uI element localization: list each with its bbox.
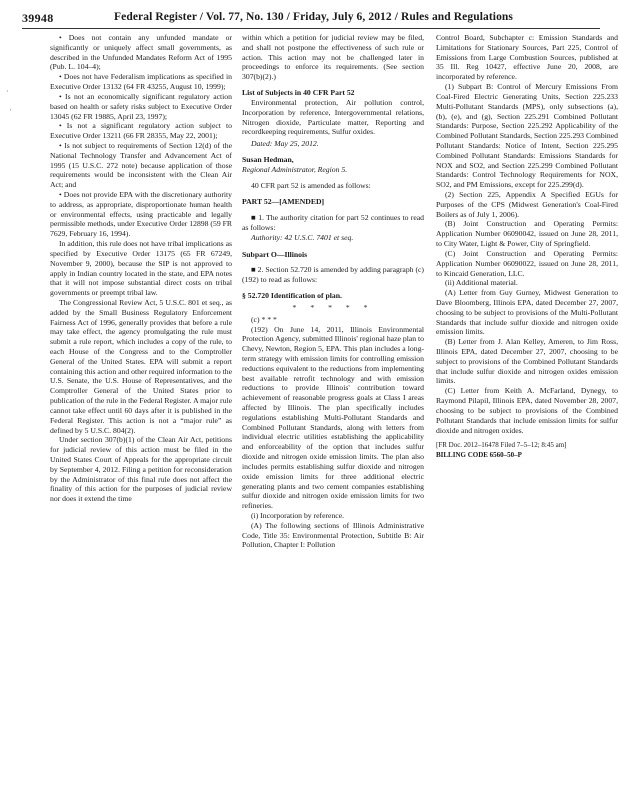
bullet-item: • Does not provide EPA with the discretionary authority to address, as appropriate, disproportionate human health or environmental effects, using practicable and legally permissible methods, under Executive Order 12898 (59 FR 7629, February 16, 1994). bbox=[50, 190, 232, 239]
paragraph: (B) Joint Construction and Operating Permits: Application Number 06090042, issued on June 28, 2011, to City Water, Light & Power, City of Springfield. bbox=[436, 219, 618, 249]
fr-doc-line: [FR Doc. 2012–16478 Filed 7–5–12; 8:45 am] bbox=[436, 441, 567, 450]
paragraph-marker: (c) * * * bbox=[251, 314, 277, 324]
section-heading: § 52.720 Identification of plan. bbox=[242, 291, 342, 301]
authority-citation: Authority: 42 U.S.C. 7401 et seq. bbox=[251, 232, 354, 242]
paragraph: (ii) Additional material. bbox=[445, 278, 518, 288]
signer-title: Regional Administrator, Region 5. bbox=[242, 164, 348, 174]
page-number: 39948 bbox=[22, 11, 54, 25]
paragraph: (192) On June 14, 2011, Illinois Environmental Protection Agency, submitted Illinois' regional haze plan to Chevy, Newton, Region 5, EPA. This plan includes a long-term strategy with emission limits for controlling emission reductions equivalent to the reductions from implementing best available retrofit technology and with emission reductions to provide Illinois' contribution toward achievement of reasonable progress goals at Class I areas affected by Illinois. The plan specifically includes regulations establishing Multi-Pollutant Standards and Combined Pollutant Standards, along with letters from individual electric utilities establishing the applicability and enforceability of the option that includes sulfur dioxide and nitrogen oxide emission limits. The plan also includes permits establishing sulfur dioxide and nitrogen oxide emission limits for three additional electric generating plants and two cement companies establishing sulfur dioxide and nitrogen oxide emission limits for two refineries. bbox=[242, 324, 424, 511]
amendment-instruction: ■ 1. The authority citation for part 52 continues to read as follows: bbox=[242, 213, 424, 232]
bullet-item: • Is not subject to requirements of Section 12(d) of the National Technology Transfer and Advancement Act of 1995 (15 U.S.C. 272 note) because application of those requirements would be inconsistent with the Clean Air Act; and bbox=[50, 140, 232, 190]
paragraph: (B) Letter from J. Alan Kelley, Ameren, to Jim Ross, Illinois EPA, dated December 27, 2007, choosing to be subject to provisions of the Combined Pollutant Standards that include sulfur dioxide and nitrogen oxides emission limits. bbox=[436, 337, 618, 386]
paragraph: (A) Letter from Guy Gurney, Midwest Generation to Dave Bloomberg, Illinois EPA, dated December 27, 2007, choosing to be subject to provisions of the Multi-Pollutant Standards that include sulfur dioxide and nitrogen oxide emission limits. bbox=[436, 288, 618, 337]
omission-stars: * * * * * bbox=[292, 302, 374, 312]
paragraph: (C) Joint Construction and Operating Permits: Application Number 06090022, issued on June 28, 2011, to Kincaid Generation, LLC. bbox=[436, 248, 618, 278]
scan-speck: ' bbox=[10, 108, 12, 116]
paragraph: Under section 307(b)(1) of the Clean Air Act, petitions for judicial review of this action must be filed in the United States Court of Appeals for the appropriate circuit by September 4, 2012. Filing a petition for reconsideration by the Administrator of this final rule does not affect the finality of this action for the purposes of judicial review nor does it extend the time bbox=[50, 435, 232, 504]
bullet-item: • Is not an economically significant regulatory action based on health or safety risks subject to Executive Order 13045 (62 FR 19885, April 23, 1997); bbox=[50, 91, 232, 121]
bullet-item: • Does not have Federalism implications as specified in Executive Order 13132 (64 FR 43255, August 10, 1999); bbox=[50, 72, 232, 92]
signer-name: Susan Hedman, bbox=[242, 154, 294, 164]
subjects-list: Environmental protection, Air pollution control, Incorporation by reference, Intergovernmental relations, Nitrogen dioxide, Particulate matter, Reporting and recordkeeping requirements, Sulfur oxides. bbox=[242, 97, 424, 137]
subpart-heading: Subpart O—Illinois bbox=[242, 249, 308, 259]
bullet-item: • Does not contain any unfunded mandate or significantly or uniquely affect small governments, as described in the Unfunded Mandates Reform Act of 1995 (Pub. L. 104–4); bbox=[50, 33, 232, 72]
column-1 bbox=[50, 33, 232, 504]
paragraph: (A) The following sections of Illinois Administrative Code, Title 35: Environmental Protection, Subtitle B: Air Pollution, Chapter I: Pollution bbox=[242, 520, 424, 550]
running-title: Federal Register / Vol. 77, No. 130 / Friday, July 6, 2012 / Rules and Regulations bbox=[114, 11, 514, 23]
paragraph: (1) Subpart B: Control of Mercury Emissions From Coal-Fired Electric Generating Units, Section 225.233 Multi-Pollutant Standards (MPS), only subsections (a), (b), (e), and (g), Section 225.291 Combined Pollutant Standards: Purpose, Section 225.292 Applicability of the Combined Pollutant Standards, Section 225.293 Combined Pollutant Standards: Notice of Intent, Section 225.295 Combined Pollutant Standards: Emissions Standards for NOX and SO2, and Section 225.299 Combined Pollutant Standards: Control Technology Requirements for NOX, SO2, and PM Emissions, except for 225.299(d). bbox=[436, 82, 618, 190]
dated-line: Dated: May 25, 2012. bbox=[251, 139, 319, 149]
paragraph: (i) Incorporation by reference. bbox=[251, 510, 345, 520]
paragraph: (2) Section 225, Appendix A Specified EGUs for Purposes of the CPS (Midwest Generation's Coal-Fired Boilers as of July 1, 2006). bbox=[436, 190, 618, 219]
amendment-instruction: ■ 2. Section 52.720 is amended by adding paragraph (c)(192) to read as follows: bbox=[242, 265, 424, 285]
column-3 bbox=[436, 33, 618, 461]
column-2 bbox=[242, 33, 424, 550]
part-heading: PART 52—[AMENDED] bbox=[242, 197, 325, 207]
amendment-intro: 40 CFR part 52 is amended as follows: bbox=[251, 180, 371, 190]
paragraph: The Congressional Review Act, 5 U.S.C. 801 et seq., as added by the Small Business Regulatory Enforcement Fairness Act of 1996, generally provides that before a rule may take effect, the agency promulgating the rule must submit a rule report, which includes a copy of the rule, to each House of the Congress and to the Comptroller General of the United States. EPA will submit a report containing this action and other required information to the U.S. Senate, the U.S. House of Representatives, and the Comptroller General of the United States prior to publication of the rule in the Federal Register. A major rule cannot take effect until 60 days after it is published in the Federal Register. This action is not a “major rule” as defined by 5 U.S.C. 804(2). bbox=[50, 297, 232, 435]
subjects-heading: List of Subjects in 40 CFR Part 52 bbox=[242, 88, 355, 98]
billing-code: BILLING CODE 6560–50–P bbox=[436, 451, 522, 460]
bullet-item: • Is not a significant regulatory action subject to Executive Order 13211 (66 FR 28355, May 22, 2001); bbox=[50, 121, 232, 141]
paragraph: In addition, this rule does not have tribal implications as specified by Executive Order 13175 (65 FR 67249, November 9, 2000), because the SIP is not approved to apply in Indian country located in the state, and EPA notes that it will not impose substantial direct costs on tribal governments or preempt tribal law. bbox=[50, 239, 232, 298]
scan-speck: · bbox=[6, 87, 9, 96]
paragraph: within which a petition for judicial review may be filed, and shall not postpone the effectiveness of such rule or action. This action may not be challenged later in proceedings to enforce its requirements. (See section 307(b)(2).) bbox=[242, 33, 424, 82]
paragraph: Control Board, Subchapter c: Emission Standards and Limitations for Stationary Sources, Part 225, Control of Emissions from Large Combustion Sources, published at 35 Ill. Reg 10427, effective June 20, 2008, are incorporated by reference. bbox=[436, 33, 618, 82]
paragraph: (C) Letter from Keith A. McFarland, Dynegy, to Raymond Pilapil, Illinois EPA, dated November 28, 2007, choosing to be subject to provisions of the Combined Pollutant Standards that include emission limits for sulfur dioxide and nitrogen oxides. bbox=[436, 386, 618, 435]
page-header bbox=[22, 10, 600, 29]
